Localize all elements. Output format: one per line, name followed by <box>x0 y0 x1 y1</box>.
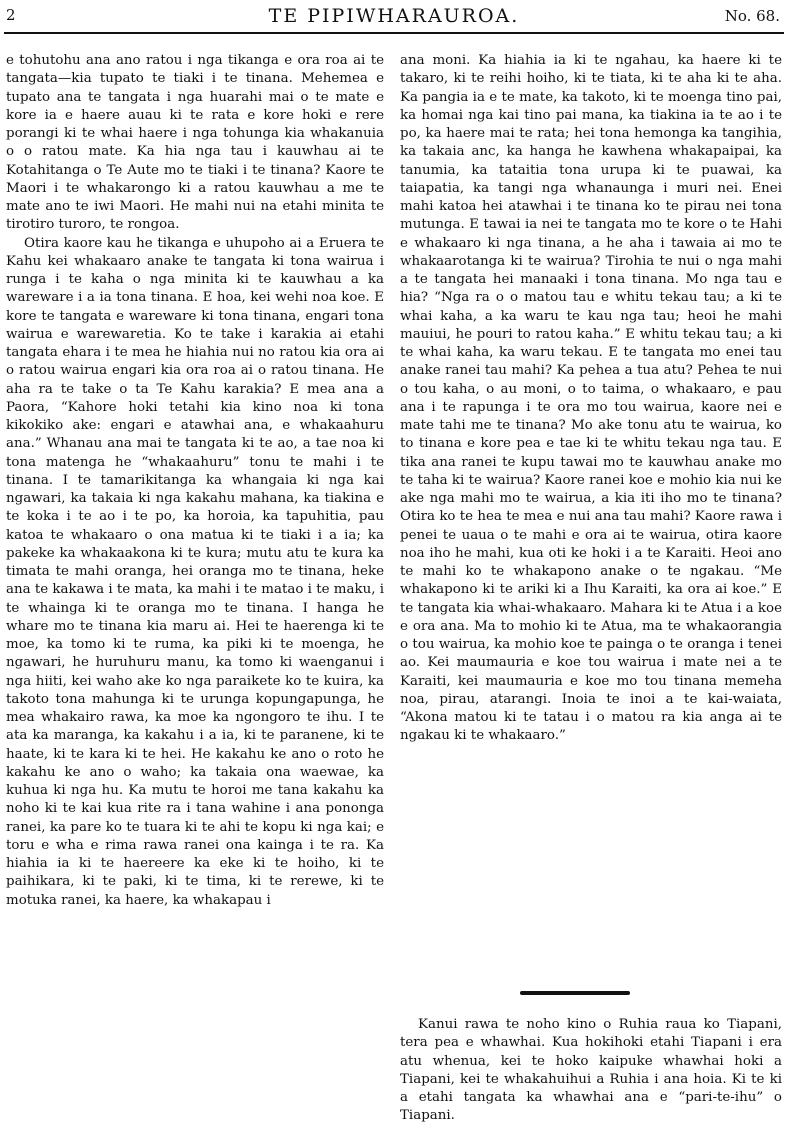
issue-number: No. 68. <box>724 7 780 25</box>
newspaper-title: TE PIPIWHARAUROA. <box>268 5 520 27</box>
news-item: Kanui rawa te noho kino o Ruhia raua ko Tiapani, tera pea e whawhai. Kua hokihoki etahi Tiapani i era atu whenua, kei te hoko kaipuke whawhai hoki a Tiapani, kei te whakahuihui a Ruhia i ana hoia. Ki te ki a etahi tangata ka whawhai ana e “pari-te-ihu” o Tiapani. <box>400 1017 782 1124</box>
right-column <box>400 52 782 746</box>
left-column <box>6 52 384 910</box>
page-header <box>4 4 784 30</box>
paragraph: e tohutohu ana ano ratou i nga tikanga e ora roa ai te tangata—kia tupato te tiaki i te tinana. Mehemea e tupato ana te tangata i nga huarahi mai o te mate e kore ia e haere auau ki te rata e kore hoki e rere porangi ki te whai haere i nga tohunga kia whakanuia o o ratou mate. Ka hia nga tau i kauwhau ai te Kotahitanga o Te Aute mo te tiaki i te tinana? Kaore te Maori i te whakarongo ki a ratou kauwhau a me te mate ano te iwi Maori. He mahi nui na etahi minita te tirotiro turoro, te rongoa. <box>6 53 384 233</box>
page-number: 2 <box>6 6 16 24</box>
paragraph: Otira kaore kau he tikanga e uhupoho ai a Eruera te Kahu kei whakaaro anake te tangata ki tona wairua i runga i te kaha o nga minita ki te kauwhau a ka wareware i a ia tona tinana. E hoa, kei wehi noa koe. E kore te tangata e wareware ki tona tinana, engari tona wairua e warewaretia. Ko te take i karakia ai etahi tangata ehara i te mea he hiahia nui no ratou kia ora ai o ratou wairua engari kia ora roa ai o ratou tinana. He aha ra te take o ta Te Kahu karakia? E mea ana a Paora, “Kahore hoki tetahi kia kino noa ki tona kikokiko ake: engari e atawhai ana, e whakaahuru ana.” Whanau ana mai te tangata ki te ao, a tae noa ki tona matenga he “whakaahuru” tonu te mahi i te tinana. I te tamarikitanga ka whangaia ki nga kai ngawari, ka takaia ki nga kakahu mahana, ka tiakina e te koka i te ao i te po, ka horoia, ka tapuhitia, pau katoa te whakaaro o ona matua ki te tiaki i a ia; ka pakeke ka whakaakona ki te kura; mutu atu te kura ka timata te mahi oranga, hei oranga mo te tinana, heke ana te kakawa i te mata, ka mahi i te matao i te maku, i te whainga ki te oranga mo te tinana. I hanga he whare mo te tinana kia maru ai. Hei te haerenga ki te moe, ka tomo ki te ruma, ka piki ki te moenga, he ngawari, he huruhuru manu, ka tomo ki waenganui i nga hiiti, kei waho ake ko nga paraikete ko te kuira, ka takoto tona mahunga ki te urunga kopungapunga, he mea whakairo rawa, ka moe ka ngongoro te ihu. I te ata ka maranga, ka kakahu i a ia, ki te paranene, ki te haate, ki te kara ki te hei. He kakahu ke ano o roto he kakahu ke ano o waho; ka takaia ona waewae, ka kuhua ki nga hu. Ka mutu te horoi me tana kakahu ka noho ki te kai kua rite ra i tana wahine i ana pononga ranei, ka pare ko te tuara ki te ahi te kopu ki nga kai; e toru e wha e rima rawa ranei ona kainga i te ra. Ka hiahia ia ki te haereere ka eke ki te hoiho, ki te paihikara, ki te paki, ki te tima, ki te rerewe, ki te motuka ranei, ka haere, ka whakapau i <box>6 235 384 908</box>
paragraph: ana moni. Ka hiahia ia ki te ngahau, ka haere ki te takaro, ki te reihi hoiho, ki te tiata, ki te aha ki te aha. Ka pangia ia e te mate, ka takoto, ki te moenga tino pai, ka homai nga kai tino pai mana, ka tiakina ia te ao i te po, ka haere mai te rata; hei tona hemonga ka tangihia, ka takaia anc, ka hanga he kawhena whakapaipai, ka tanumia, ka tataitia tona urupa ki te puawai, ka taiapatia, ka tangi nga whanaunga i muri nei. Enei mahi katoa hei atawhai i te tinana ko te pirau nei tona mutunga. E tawai ia nei te tangata mo te kore o te Hahi e whakaaro ki nga tinana, a he aha i tawaia ai mo te whakaarotanga ki te wairua? Tirohia te nui o nga mahi a te tangata hei manaaki i tona tinana. Mo nga tau e hia? “Nga ra o o matou tau e whitu tekau tau; a ki te whai kaha, a ka waru te kau nga tau; heoi he mahi mauiui, he pouri to ratou kaha.” E whitu tekau tau; a ki te whai kaha, ka waru tekau. E te tangata mo enei tau anake ranei tau mahi? Ka pehea a tua atu? Pehea te nui o tou kaha, o au moni, o to taima, o whakaaro, e pau ana i te rapunga i te ora mo tou wairua, kaore nei e mate tahi me te tinana? Mo ake tonu atu te wairua, ko to tinana e kore pea e tae ki te whitu tekau nga tau. E tika ana ranei te kupu tawai mo te kauwhau anake mo te taha ki te wairua? Kaore ranei koe e mohio kia nui ke ake nga mahi mo te wairua, a kia iti iho mo te tinana? Otira ko te hea te mea e nui ana tau mahi? Kaore rawa i penei te uaua o te mahi e ora ai te wairua, otira kaore noa iho he mahi, kua oti ke hoki i a te Karaiti. Heoi ano te mahi ko te whakapono anake o te ngakau. “Me whakapono ki te ariki ki a Ihu Karaiti, ka ora ai koe.” E te tangata kia whai-whakaaro. Mahara ki te Atua i a koe e ora ana. Ma to mohio ki te Atua, ma te whakaorangia o tou wairua, ka mohio koe te painga o te oranga i tenei ao. Kei maumauria e koe tou wairua i mate nei a te Karaiti, kei maumauria e koe mo tou tinana memeha noa, pirau, atarangi. Inoia te inoi a te kai-waiata, “Akona matou ki te tatau i o matou ra kia anga ai te ngakau ki te whakaaro.” <box>400 53 782 744</box>
header-rule <box>4 32 784 34</box>
section-divider <box>520 991 630 995</box>
